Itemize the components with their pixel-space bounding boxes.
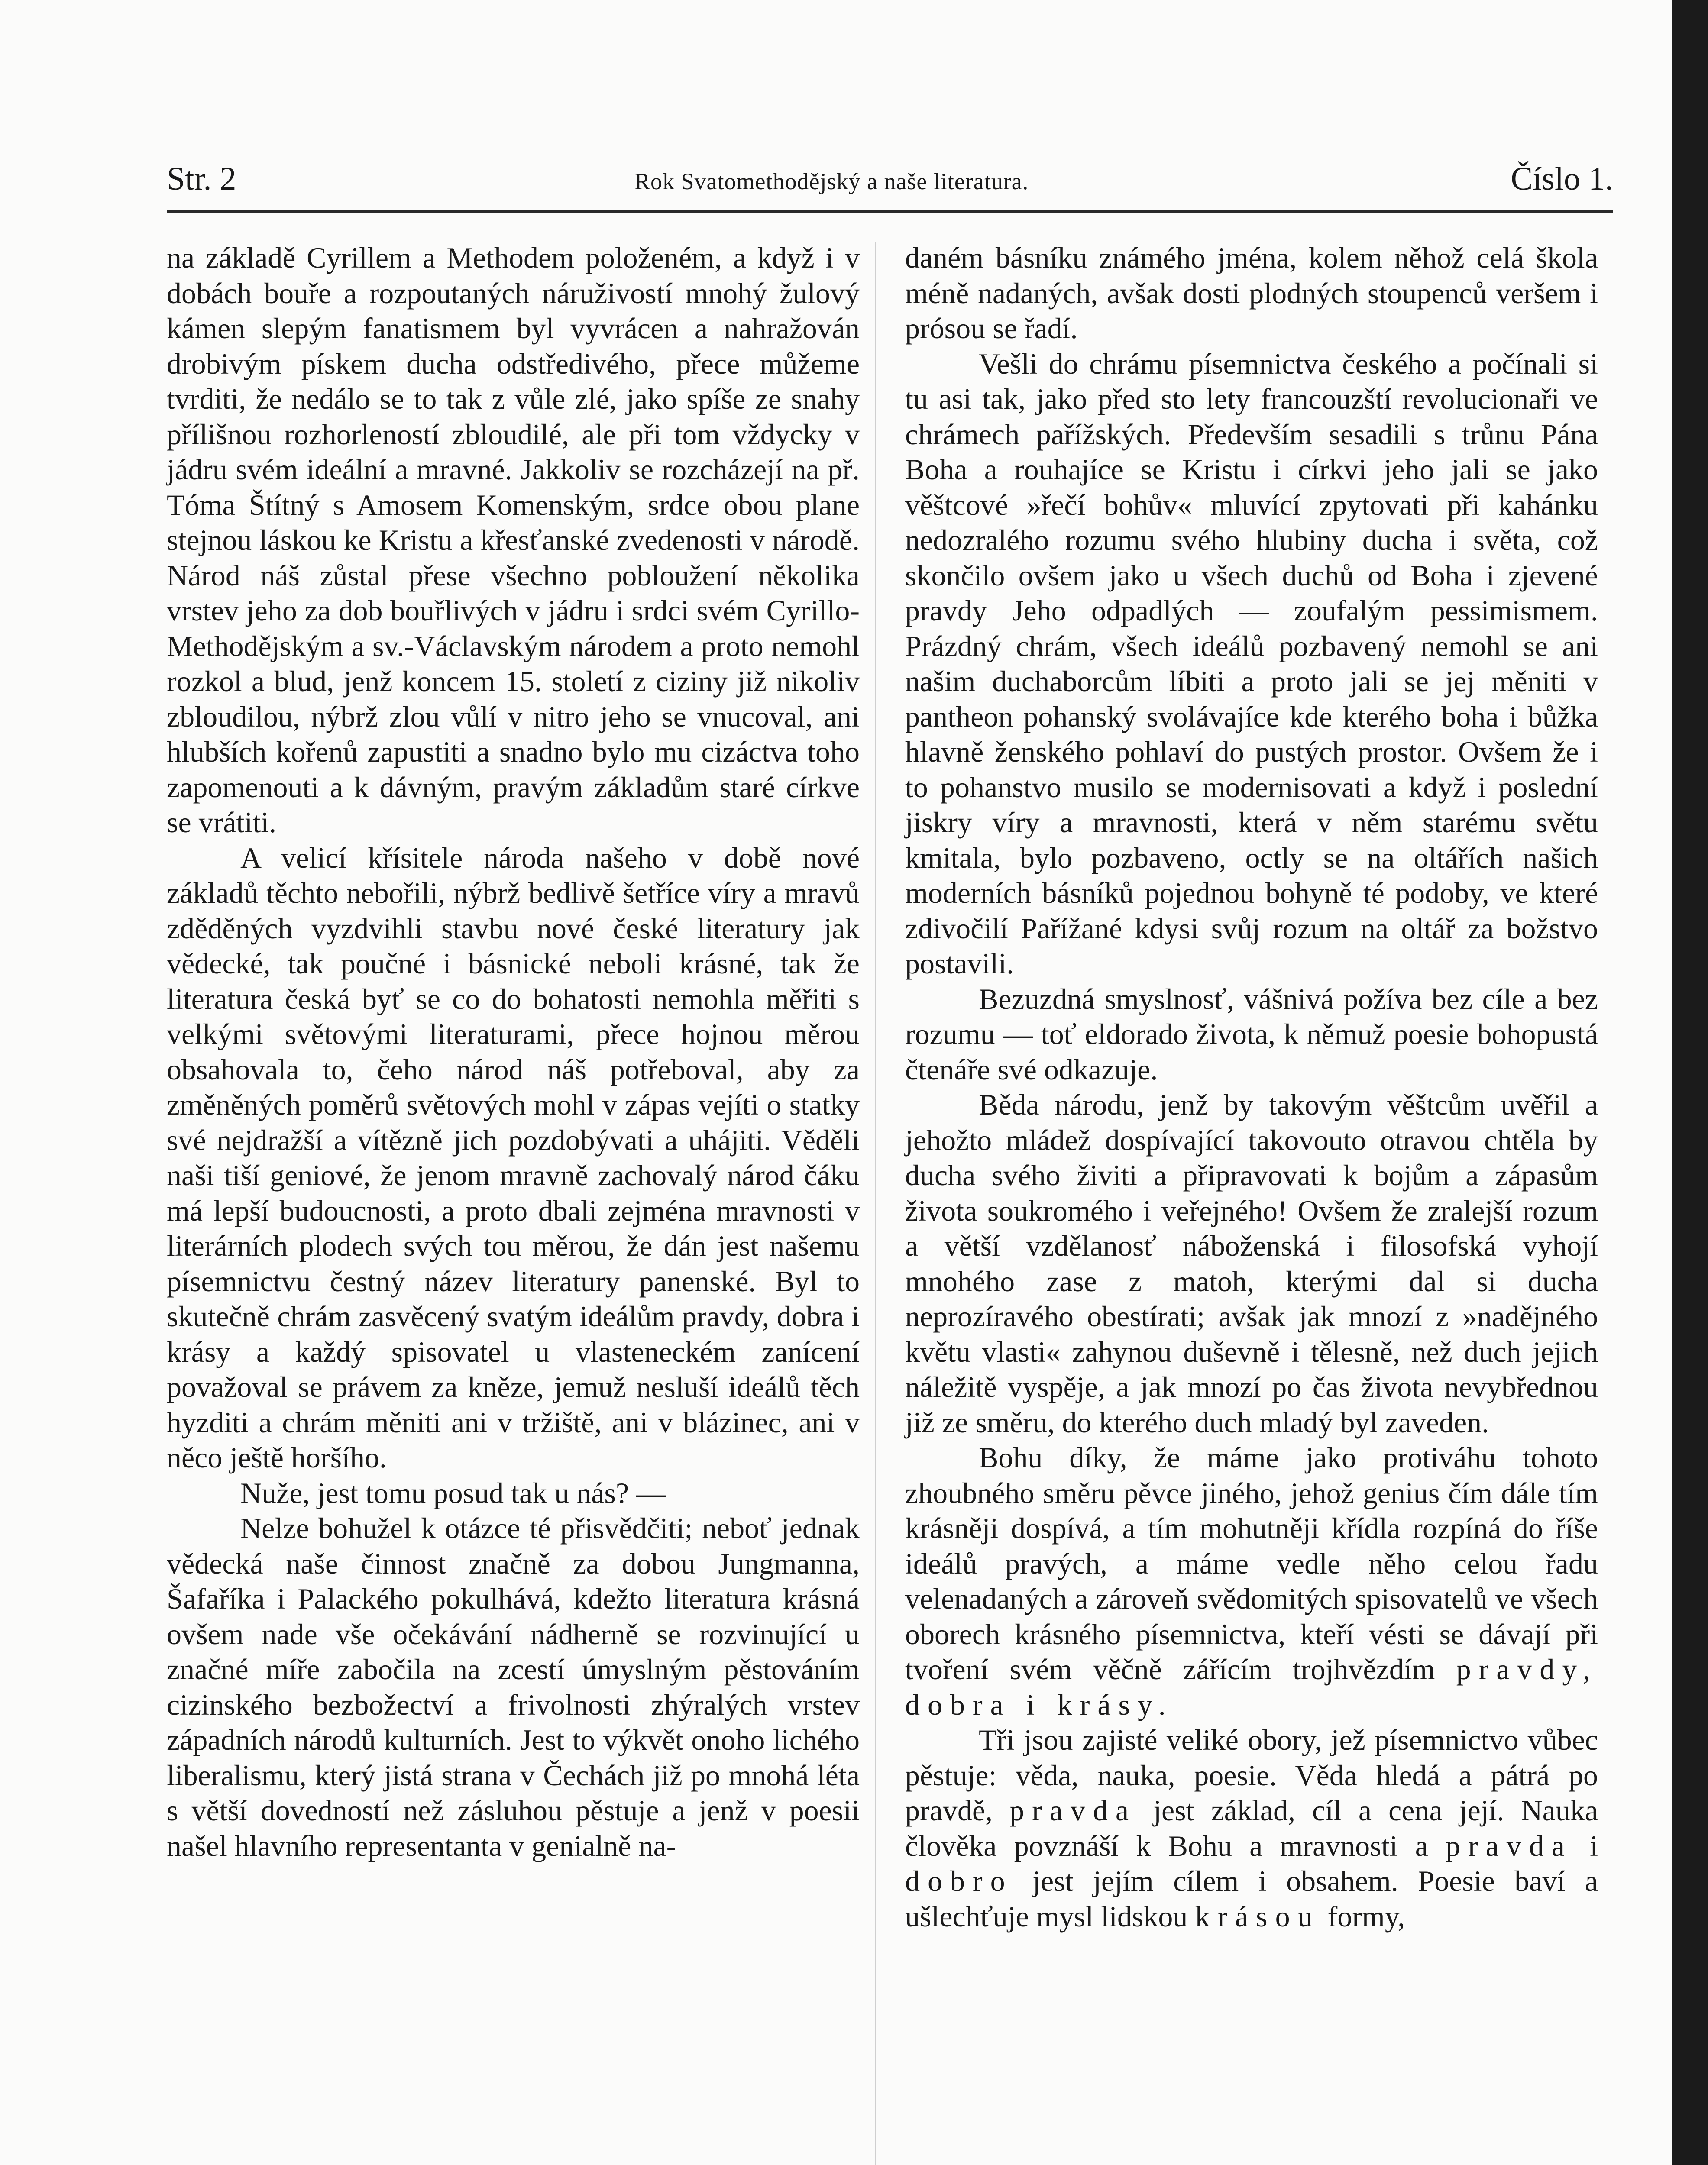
left-paragraph-2: A velicí křísitele národa našeho v době nové základů těchto nebořili, nýbrž bedlivě šetříce víry a mravů zděděných vyzdvihli stavbu nové české literatury jak vědecké, tak poučné i básnické neboli krásné, tak že literatura česká byť se co do bohatosti nemohla měřiti s velkými světovými literaturami, přece hojnou měrou obsahovala to, čeho národ náš potřeboval, aby za změněných poměrů světových mohl v zápas vejíti o statky své nejdražší a vítězně jich pozdobývati a uhájiti. Věděli naši tiší geniové, že jenom mravně zachovalý národ čáku má lepší budoucnosti, a proto dbali zejména mravnosti v literárních plodech svých tou měrou, že dán jest našemu písemnictvu čestný název literatury panenské. Byl to skutečně chrám zasvěcený svatým ideálům pravdy, dobra i krásy a každý spisovatel u vlasteneckém zanícení považoval se právem za kněze, jemuž nesluší ideálů těch hyzditi a chrám měniti ani v tržiště, ani v blázinec, ani v něco ještě horšího. [167,841,860,1474]
right-paragraph-1: daném básníku známého jména, kolem něhož celá škola méně nadaných, avšak dosti plodných stoupenců veršem i prósou se řadí. [905,241,1598,345]
paragraph-6-text-e: i [1590,1829,1598,1862]
page-number: Str. 2 [167,161,236,197]
left-column [167,240,860,1864]
issue-number: Číslo 1. [1511,161,1613,197]
right-paragraph-5 [905,1440,1598,1722]
right-column [905,240,1598,1934]
paragraph-6-text-g: jest jejím cílem i obsahem. Poesie baví a ušlechťuje mysl lidskou [905,1864,1598,1933]
right-paragraph-6 [905,1722,1598,1934]
spaced-emphasis: dobro [905,1864,1013,1897]
running-title: Rok Svatomethodějský a naše literatura. [634,168,1029,194]
running-header [167,160,1613,208]
spaced-emphasis: pravda [1445,1829,1572,1862]
scan-edge [1672,0,1708,2165]
header-rule [167,210,1613,213]
column-divider [875,242,876,2165]
left-paragraph-3: Nuže, jest tomu posud tak u nás? — [240,1476,666,1509]
right-paragraph-3: Bezuzdná smyslnosť, vášnivá požíva bez cíle a bez rozumu — toť eldorado života, k němuž poesie bohopustá čtenáře své odkazuje. [905,982,1598,1086]
right-paragraph-4: Běda národu, jenž by takovým věštcům uvěřil a jehožto mládež dospívající takovouto otravou chtěla by ducha svého živiti a připravovati k bojům a zápasům života soukromého i veřejného! Ovšem že zralejší rozum a větší vzdělanosť náboženská i filosofská vyhojí mnohého zase z matoh, kterými dal si ducha neprozíravého obestírati; avšak jak mnozí z »nadějného květu vlasti« zahynou duševně i tělesně, než duch jejich náležitě vyspěje, a jak mnozí po čas života nevybřednou již ze směru, do kterého duch mladý byl zaveden. [905,1088,1598,1439]
paragraph-6-text-i: formy, [1327,1900,1405,1933]
paragraph-6-text-a: Tři jsou zajisté veliké obory, jež písemnictvo vůbec pěstuje: věda, nauka, poesie. Věda hledá a pátrá po pravdě, [905,1723,1598,1827]
left-paragraph-1: na základě Cyrillem a Methodem položeném, a když i v dobách bouře a rozpoutaných náruživostí mnohý žulový kámen slepým fanatismem byl vyvrácen a nahražován drobivým pískem ducha odstředivého, přece můžeme tvrditi, že nedálo se to tak z vůle zlé, jako spíše ze snahy přílišnou rozhorleností zbloudilé, ale při tom vždycky v jádru svém ideální a mravné. Jakkoliv se rozcházejí na př. Tóma Štítný s Amosem Komenským, srdce obou plane stejnou láskou ke Kristu a křesťanské zvedenosti v národě. Národ náš zůstal přese všechno pobloužení několika vrstev jeho za dob bouřlivých v jádru i srdci svém Cyrillo-Methodějským a sv.-Václavským národem a proto nemohl rozkol a blud, jenž koncem 15. století z ciziny již nikoliv zbloudilou, nýbrž zlou vůlí v nitro jeho se vnucoval, ani hlubších kořenů zapustiti a snadno bylo mu cizáctva toho zapomenouti a k dávným, pravým základům staré církve se vrátiti. [167,241,860,839]
spaced-emphasis: pravdy, dobra i krásy. [905,1653,1598,1721]
spaced-emphasis: pravda [1009,1794,1137,1827]
paragraph-5-text: Bohu díky, že máme jako protiváhu tohoto zhoubného směru pěvce jiného, jehož genius čím dále tím krásněji dospívá, a tím mohutněji křídla rozpíná do říše ideálů pravých, a máme vedle něho celou řadu velenadaných a zároveň svědomitých spisovatelů ve všech oborech krásného písemnictva, kteří vésti se dávají při tvoření svém věčně zářícím trojhvězdím [905,1441,1598,1686]
spaced-emphasis: krásou [1195,1900,1320,1933]
right-paragraph-2: Vešli do chrámu písemnictva českého a počínali si tu asi tak, jako před sto lety francouzští revolucionaři ve chrámech pařížských. Především sesadili s trůnu Pána Boha a rouhajíce se Kristu i církvi jeho jali se jako věštcové »řečí bohův« mluvící zpytovati při kahánku nedozralého rozumu svého hlubiny ducha i světa, což skončilo ovšem jako u všech duchů od Boha i zjevené pravdy Jeho odpadlých — zoufalým pessimismem. Prázdný chrám, všech ideálů pozbavený nemohl se ani našim duchaborcům líbiti a proto jali se jej měniti v pantheon pohanský svolávajíce kde kterého boha i bůžka hlavně ženského pohlaví do pustých prostor. Ovšem že i to pohanstvo musilo se modernisovati a když i poslední jiskry víry a mravnosti, která v něm starému světu kmitala, bylo pozbaveno, octly se na oltářích našich moderních básníků pojednou bohyně té podoby, ve které zdivočilí Pařížané kdysi svůj rozum na oltář za božstvo postavili. [905,347,1598,980]
paragraph-6-text-c: jest základ, cíl a cena její. Nauka člověka povznáší k Bohu a mravnosti a [905,1794,1598,1862]
left-paragraph-4: Nelze bohužel k otázce té přisvědčiti; neboť jednak vědecká naše činnost značně za dobou Jungmanna, Šafaříka i Palackého pokulhává, kdežto literatura krásná ovšem nade vše očekávání nádherně se rozvinující u značné míře zabočila na zcestí úmyslným pěstováním cizinského bezbožectví a frivolnosti zhýralých vrstev západních národů kulturních. Jest to výkvět onoho lichého liberalismu, který jistá strana v Čechách již po mnohá léta s větší dovedností než zásluhou pěstuje a jenž v poesii našel hlavního representanta v genialně na- [167,1512,860,1862]
